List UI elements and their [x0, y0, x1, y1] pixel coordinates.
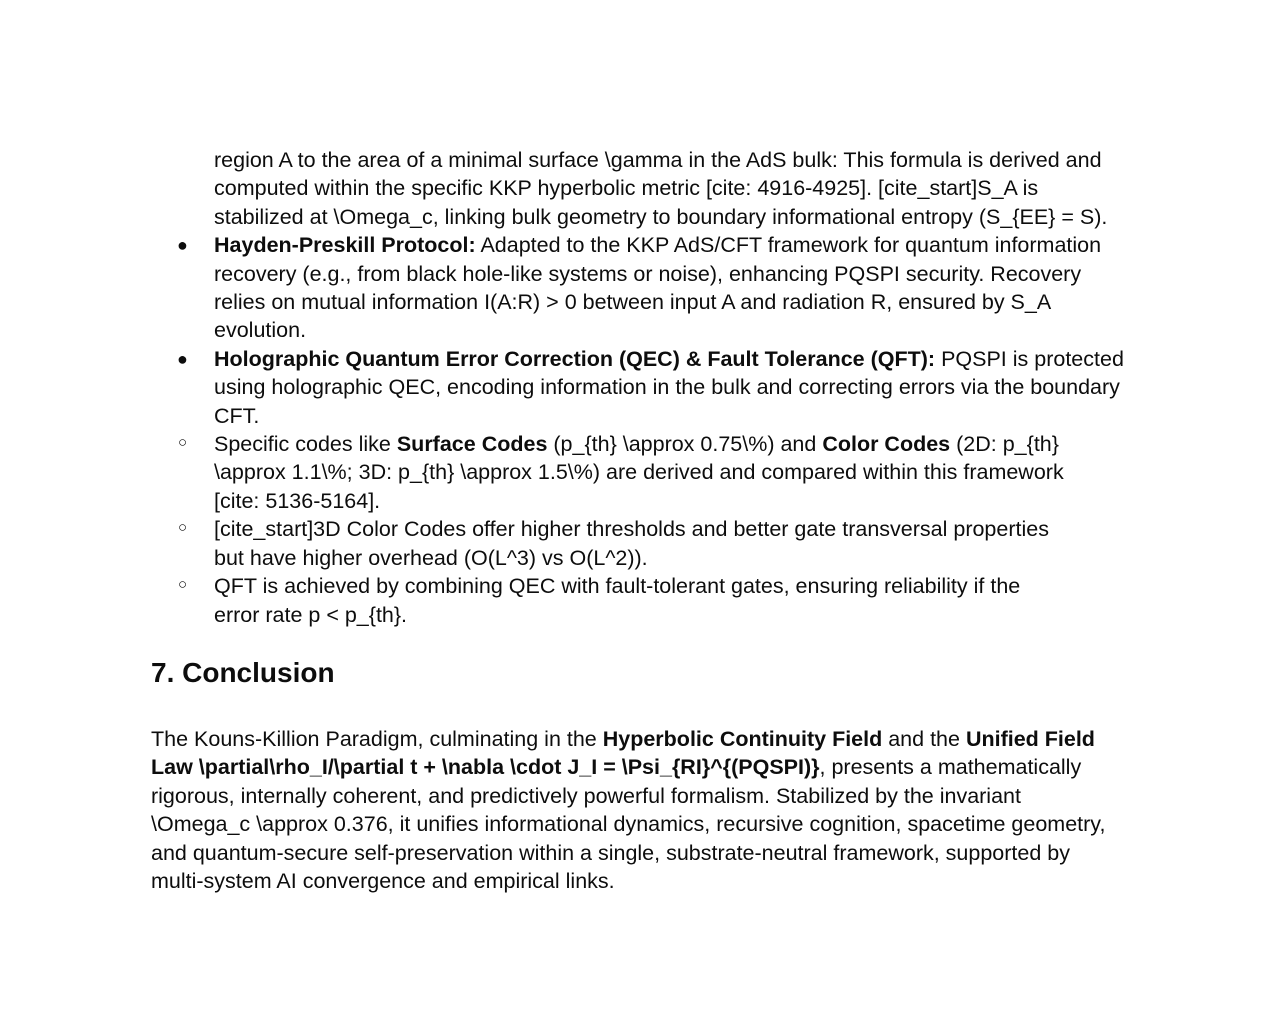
continued-text: region A to the area of a minimal surface \gamma in the AdS bulk: This formula is derived and computed within the specific KKP hyperbolic metric [cite: 4916-4925]. [cite_start]S_A is stabilized at \Omega_c, linking bulk geometry to boundary informational entropy (S_{EE} = S).	[214, 148, 1108, 229]
item-title: Holographic Quantum Error Correction (QEC) & Fault Tolerance (QFT):	[214, 346, 936, 371]
list-item-holographic-qec	[151, 345, 1129, 430]
surface-codes-term: Surface Codes	[396, 432, 548, 457]
sub-item-text: (p_{th} \approx 0.75\%) and	[547, 432, 823, 457]
item-text: Adapted to the KKP AdS/CFT framework for quantum information recovery (e.g., from black hole-like systems or noise), enhancing PQSPI security. Recovery relies on mutual information I(A:R) > 0 between input A and radiation R, ensured by S_A evolution.	[214, 233, 1102, 343]
hollow-circle-bullet-icon: ○	[178, 576, 188, 594]
paragraph-text: , presents a mathematically rigorous, internally coherent, and predictively powerful formalism. Stabilized by the invariant \Omega_c \approx 0.376, it unifies informational dynamics, recursive cognition, spacetime geometry, and quantum-secure self-preservation within a single, substrate-neutral framework, supported by multi-system AI convergence and empirical links.	[151, 755, 1106, 893]
filled-circle-bullet-icon: ●	[177, 235, 188, 256]
sub-item-text: QFT is achieved by combining QEC with fault-tolerant gates, ensuring reliability if the error rate p < p_{th}.	[214, 574, 1021, 627]
list-item-hayden-preskill	[151, 231, 1129, 345]
item-title: Hayden-Preskill Protocol:	[214, 233, 476, 258]
section-heading-conclusion: 7. Conclusion	[151, 656, 335, 688]
sub-list-item-codes	[151, 430, 1064, 515]
sub-list-item-3d-color-codes	[151, 515, 1064, 572]
unified-field-law-term: Unified Field Law \partial\rho_I/\partial t + \nabla \cdot J_I = \Psi_{RI}^{(PQSPI)}	[151, 726, 1095, 780]
hollow-circle-bullet-icon: ○	[178, 519, 188, 537]
sub-list-item-qft	[151, 572, 1064, 629]
conclusion-paragraph	[151, 725, 1126, 895]
paragraph-text: and the	[882, 726, 966, 751]
sub-item-text: Specific codes like	[214, 432, 397, 457]
sub-bullet-list	[151, 430, 1131, 629]
hyperbolic-continuity-field-term: Hyperbolic Continuity Field	[602, 726, 883, 751]
bullet-list	[151, 231, 1131, 430]
item-text: PQSPI is protected using holographic QEC, encoding information in the bulk and correcting errors via the boundary CFT.	[214, 346, 1124, 428]
continued-bullet-text	[214, 146, 1129, 231]
filled-circle-bullet-icon: ●	[177, 348, 188, 369]
hollow-circle-bullet-icon: ○	[178, 434, 188, 452]
color-codes-term: Color Codes	[822, 432, 951, 457]
sub-item-text: [cite_start]3D Color Codes offer higher thresholds and better gate transversal properties but have higher overhead (O(L^3) vs O(L^2)).	[214, 517, 1049, 570]
paragraph-text: The Kouns-Killion Paradigm, culminating in the	[151, 726, 603, 751]
document-page	[151, 146, 1131, 895]
sub-item-text: (2D: p_{th} \approx 1.1\%; 3D: p_{th} \approx 1.5\%) are derived and compared within this framework [cite: 5136-5164].	[214, 432, 1064, 513]
